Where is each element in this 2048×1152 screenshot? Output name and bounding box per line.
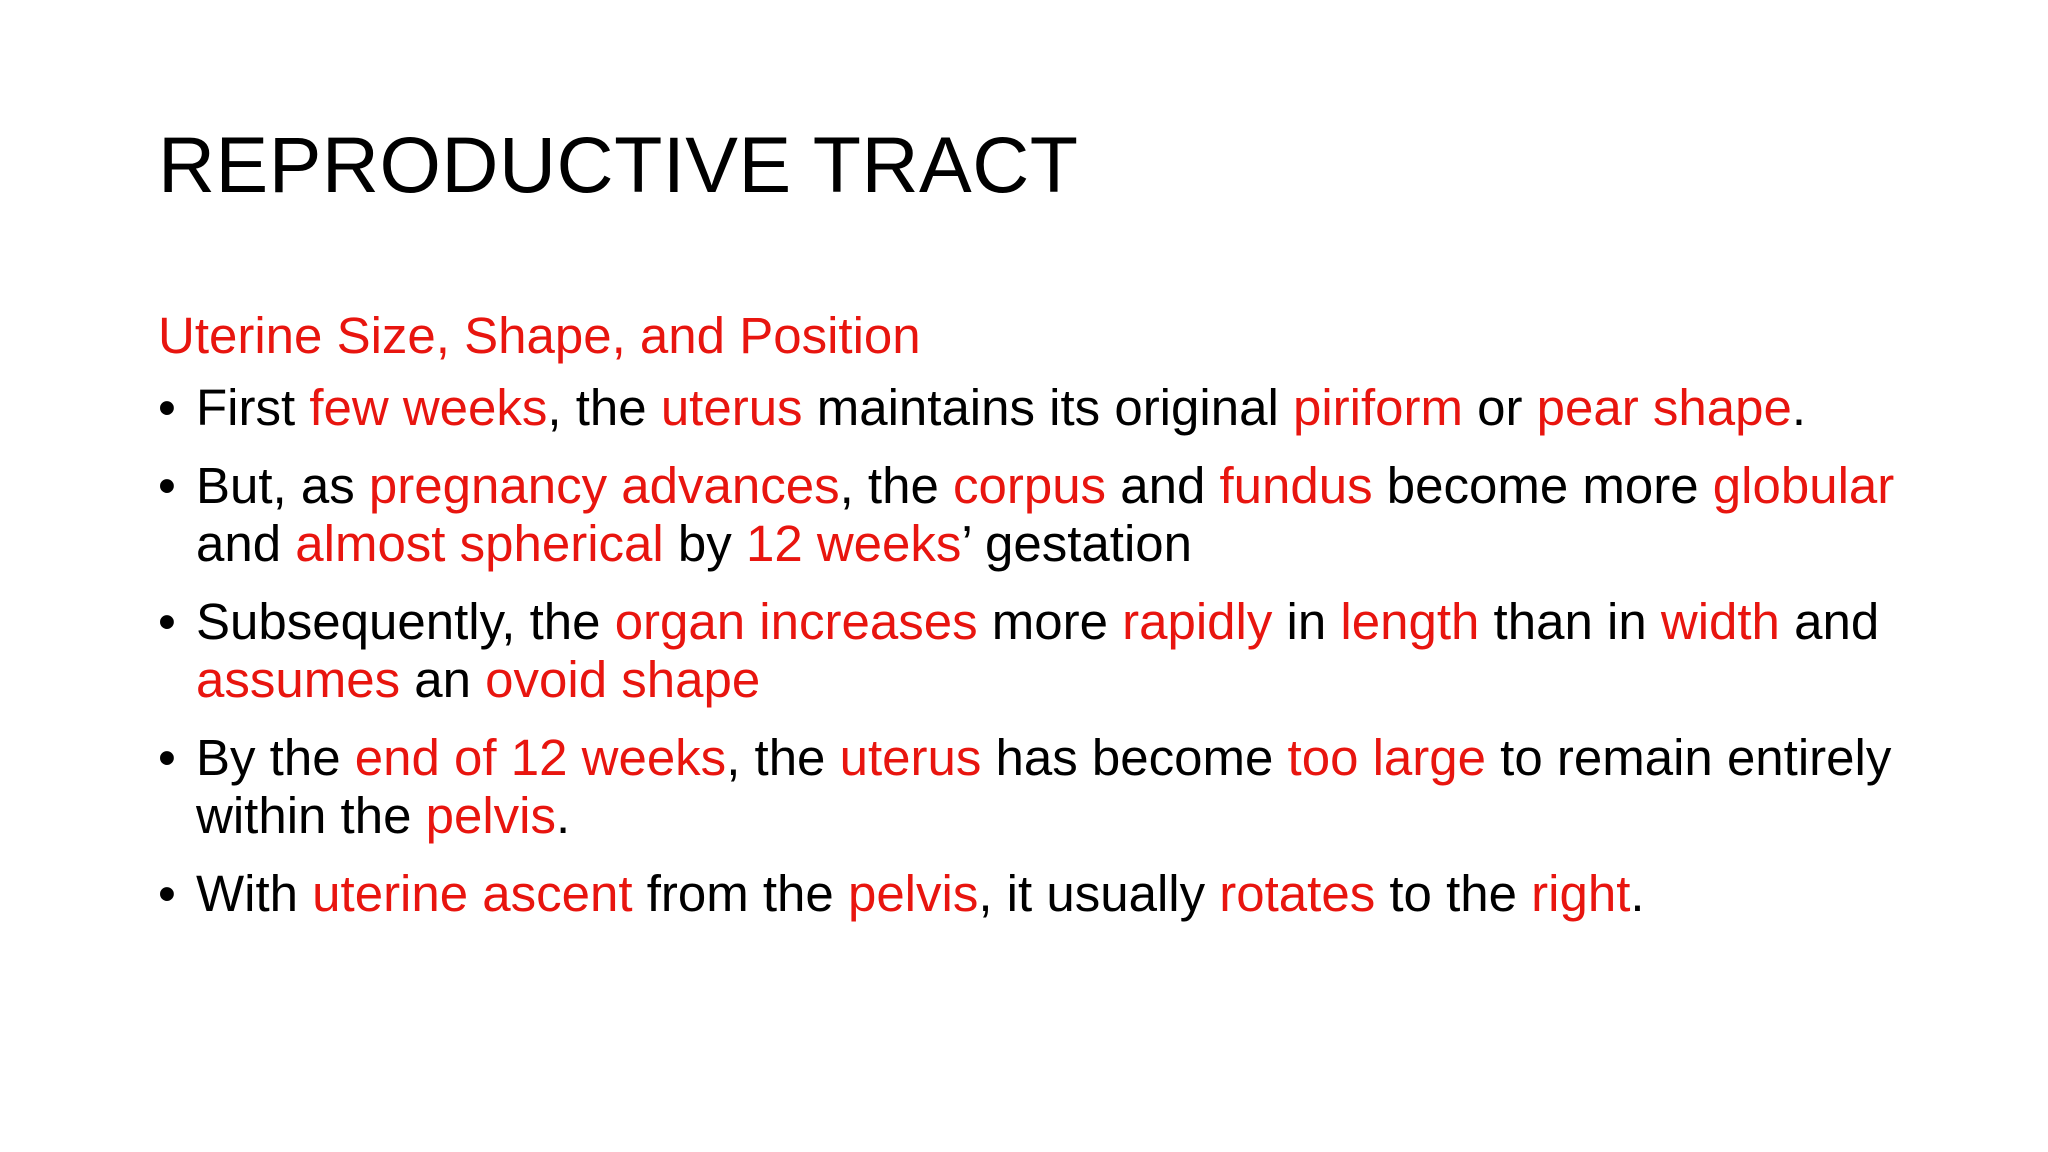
bullet-text: , the bbox=[726, 729, 840, 786]
bullet-dot: • bbox=[158, 729, 176, 786]
highlighted-term: end of 12 weeks bbox=[354, 729, 727, 786]
section-subtitle: Uterine Size, Shape, and Position bbox=[158, 307, 921, 364]
highlighted-term: assumes bbox=[196, 651, 401, 708]
highlighted-term: ovoid shape bbox=[485, 651, 761, 708]
highlighted-term: globular bbox=[1712, 457, 1895, 514]
highlighted-term: right bbox=[1531, 865, 1631, 922]
highlighted-term: 12 weeks bbox=[745, 515, 962, 572]
highlighted-term: uterus bbox=[660, 379, 803, 436]
bullet-item bbox=[158, 593, 1918, 709]
bullet-text: to remain entirely within the bbox=[196, 729, 1892, 844]
bullet-text: in bbox=[1272, 593, 1341, 650]
highlighted-term: pregnancy advances bbox=[368, 457, 840, 514]
bullet-text: more bbox=[977, 593, 1123, 650]
bullet-text: . bbox=[1791, 379, 1807, 436]
highlighted-term: fundus bbox=[1219, 457, 1373, 514]
bullet-text: become more bbox=[1372, 457, 1713, 514]
highlighted-term: uterine ascent bbox=[312, 865, 633, 922]
bullet-text: to the bbox=[1375, 865, 1532, 922]
highlighted-term: few weeks bbox=[309, 379, 548, 436]
bullet-text: , it usually bbox=[978, 865, 1220, 922]
highlighted-term: pelvis bbox=[847, 865, 979, 922]
highlighted-term: corpus bbox=[952, 457, 1107, 514]
bullet-text: from the bbox=[632, 865, 848, 922]
bullet-text: First bbox=[196, 379, 310, 436]
highlighted-term: uterus bbox=[839, 729, 982, 786]
bullet-text: than in bbox=[1479, 593, 1661, 650]
bullet-dot: • bbox=[158, 865, 176, 922]
bullet-text: and bbox=[1106, 457, 1220, 514]
slide-content bbox=[158, 305, 1918, 943]
bullet-item bbox=[158, 457, 1918, 573]
bullet-text: ’ gestation bbox=[961, 515, 1193, 572]
highlighted-term: rotates bbox=[1219, 865, 1376, 922]
bullet-text: . bbox=[556, 787, 571, 844]
bullet-text: and bbox=[196, 515, 296, 572]
bullet-item bbox=[158, 379, 1918, 437]
bullet-text: . bbox=[1630, 865, 1645, 922]
bullet-text: Subsequently, the bbox=[196, 593, 615, 650]
bullet-dot: • bbox=[158, 379, 176, 436]
slide-title: REPRODUCTIVE TRACT bbox=[158, 120, 1079, 209]
bullet-dot: • bbox=[158, 593, 176, 650]
highlighted-term: piriform bbox=[1292, 379, 1463, 436]
bullet-item bbox=[158, 729, 1918, 845]
highlighted-term: organ increases bbox=[614, 593, 978, 650]
bullet-text: By the bbox=[196, 729, 355, 786]
bullet-text: and bbox=[1779, 593, 1880, 650]
highlighted-term: pear shape bbox=[1536, 379, 1792, 436]
highlighted-term: too large bbox=[1287, 729, 1487, 786]
bullet-text: or bbox=[1462, 379, 1537, 436]
bullet-text: has become bbox=[981, 729, 1288, 786]
bullet-text: , the bbox=[547, 379, 661, 436]
highlighted-term: width bbox=[1660, 593, 1780, 650]
bullet-list bbox=[158, 379, 1918, 923]
highlighted-term: almost spherical bbox=[295, 515, 664, 572]
highlighted-term: length bbox=[1340, 593, 1480, 650]
bullet-text: maintains its original bbox=[802, 379, 1293, 436]
bullet-text: But, as bbox=[196, 457, 369, 514]
bullet-text: an bbox=[400, 651, 486, 708]
bullet-dot: • bbox=[158, 457, 176, 514]
bullet-item bbox=[158, 865, 1918, 923]
bullet-text: , the bbox=[839, 457, 953, 514]
bullet-text: by bbox=[663, 515, 746, 572]
highlighted-term: rapidly bbox=[1122, 593, 1273, 650]
highlighted-term: pelvis bbox=[425, 787, 557, 844]
bullet-text: With bbox=[196, 865, 313, 922]
